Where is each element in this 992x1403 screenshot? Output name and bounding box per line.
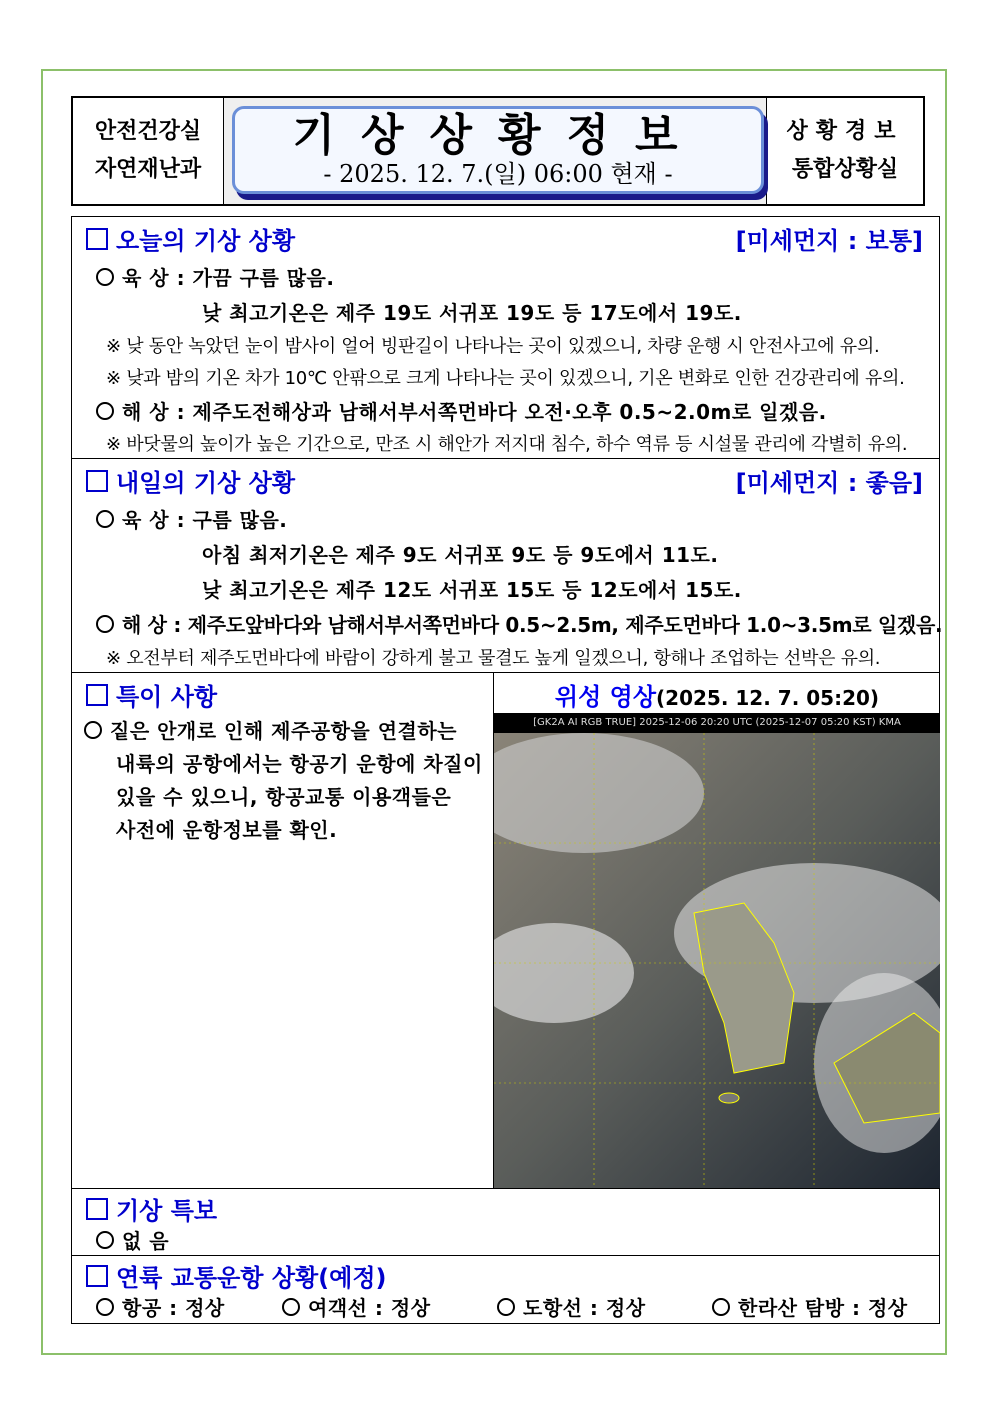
special-text: 짙은 안개로 인해 제주공항을 연결하는 (110, 719, 457, 743)
land-max-temp: 낮 최고기온은 제주 12도 서귀포 15도 등 12도에서 15도. (202, 578, 742, 602)
special-section (72, 673, 939, 1189)
note: ※ 오전부터 제주도먼바다에 바람이 강하게 불고 물결도 높게 일겠으니, 항해나 조업하는 선박은 유의. (106, 648, 881, 669)
checkbox-icon (86, 684, 108, 706)
land-temp: 낮 최고기온은 제주 19도 서귀포 19도 등 17도에서 19도. (202, 301, 742, 325)
traffic-hallasan: 한라산 탐방 : 정상 (738, 1296, 908, 1320)
issuer-line2: 통합상황실 (791, 157, 899, 182)
satellite-time: (2025. 12. 7. 05:20) (656, 686, 880, 710)
sea-forecast: 해 상 : 제주도전해상과 남해서부서쪽먼바다 오전·오후 0.5~2.0m로 일겠음. (122, 400, 827, 424)
traffic-islandboat: 도항선 : 정상 (523, 1296, 646, 1320)
sea-forecast: 해 상 : 제주도앞바다와 남해서부서쪽먼바다 0.5~2.5m, 제주도먼바다 1.0~3.5m로 일겠음. (122, 613, 943, 637)
issuer (766, 98, 923, 204)
section-title: 연륙 교통운항 상황(예정) (116, 1264, 387, 1292)
circle-bullet-icon (96, 268, 114, 286)
traffic-ferry: 여객선 : 정상 (308, 1296, 431, 1320)
dept-line2: 자연재난과 (94, 157, 202, 182)
today-section (72, 217, 939, 459)
special-text: 내륙의 공항에서는 항공기 운항에 차질이 (116, 752, 483, 776)
dept-line1: 안전건강실 (94, 119, 202, 144)
circle-bullet-icon (96, 1298, 114, 1316)
note: ※ 낮 동안 녹았던 눈이 밤사이 얼어 빙판길이 나타나는 곳이 있겠으니, 차량 운행 시 안전사고에 유의. (106, 336, 880, 357)
circle-bullet-icon (282, 1298, 300, 1316)
satellite-panel (493, 673, 940, 1188)
circle-bullet-icon (96, 402, 114, 420)
warning-section (72, 1189, 939, 1256)
special-text: 사전에 운항정보를 확인. (116, 818, 338, 842)
traffic-section (72, 1256, 939, 1323)
land-forecast: 육 상 : 구름 많음. (122, 508, 288, 532)
section-title: 특이 사항 (116, 683, 218, 711)
satellite-image (494, 733, 940, 1188)
report-date: - 2025. 12. 7.(일) 06:00 현재 - (323, 160, 673, 188)
circle-bullet-icon (497, 1298, 515, 1316)
warning-value: 없 음 (122, 1229, 170, 1253)
circle-bullet-icon (712, 1298, 730, 1316)
report-body (71, 216, 943, 1324)
note: ※ 바닷물의 높이가 높은 기간으로, 만조 시 해안가 저지대 침수, 하수 역류 등 시설물 관리에 각별히 유의. (106, 434, 908, 455)
section-title: 내일의 기상 상황 (116, 469, 295, 497)
circle-bullet-icon (96, 510, 114, 528)
traffic-air: 항공 : 정상 (122, 1296, 225, 1320)
land-forecast: 육 상 : 가끔 구름 많음. (122, 266, 335, 290)
circle-bullet-icon (84, 721, 102, 739)
section-title: 기상 특보 (116, 1197, 218, 1225)
title-area (224, 98, 766, 204)
title-banner (232, 106, 764, 194)
tomorrow-section (72, 459, 943, 673)
checkbox-icon (86, 1198, 108, 1220)
header (71, 96, 925, 206)
satellite-title: 위성 영상 (554, 683, 657, 711)
circle-bullet-icon (96, 1231, 114, 1249)
department (73, 98, 224, 204)
special-text: 있을 수 있으니, 항공교통 이용객들은 (116, 785, 452, 809)
circle-bullet-icon (96, 615, 114, 633)
page-title: 기상상황정보 (292, 110, 704, 161)
checkbox-icon (86, 470, 108, 492)
checkbox-icon (86, 1265, 108, 1287)
checkbox-icon (86, 228, 108, 250)
land-min-temp: 아침 최저기온은 제주 9도 서귀포 9도 등 9도에서 11도. (202, 543, 719, 567)
issuer-line1: 상황경보 (786, 119, 904, 144)
dust-level: [미세먼지 : 보통] (735, 227, 923, 255)
section-title: 오늘의 기상 상황 (116, 227, 295, 255)
dust-level: [미세먼지 : 좋음] (735, 469, 923, 497)
satellite-caption: [GK2A AI RGB TRUE] 2025-12-06 20:20 UTC (2025-12-07 05:20 KST) KMA (494, 713, 940, 733)
note: ※ 낮과 밤의 기온 차가 10℃ 안팎으로 크게 나타나는 곳이 있겠으니, 기온 변화로 인한 건강관리에 유의. (106, 368, 905, 389)
